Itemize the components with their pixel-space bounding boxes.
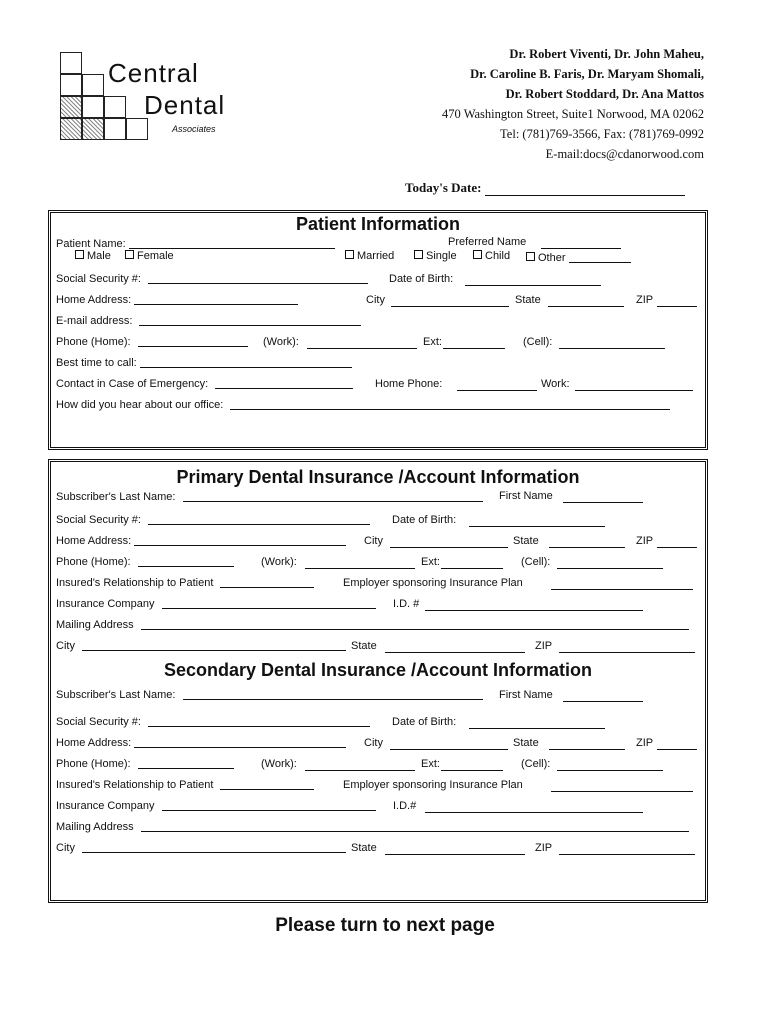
secondary-mailing-label: Mailing Address: [56, 821, 134, 833]
patient-cell-field[interactable]: [559, 335, 665, 349]
secondary-city-field[interactable]: [390, 736, 508, 750]
emergency-contact-field[interactable]: [215, 375, 353, 389]
primary-cell-label: (Cell):: [521, 556, 551, 568]
child-label: Child: [485, 250, 511, 262]
preferred-name-label: Preferred Name: [448, 236, 527, 248]
secondary-city2-label: City: [56, 842, 75, 854]
secondary-zip-field[interactable]: [657, 736, 697, 750]
primary-zip-label: ZIP: [636, 535, 654, 547]
other-label: Other: [538, 252, 566, 264]
patient-zip-field[interactable]: [657, 293, 697, 307]
secondary-employer-field[interactable]: [551, 778, 693, 792]
primary-first-name-field[interactable]: [563, 489, 643, 503]
patient-state-label: State: [515, 294, 541, 306]
secondary-relationship-field[interactable]: [220, 776, 314, 790]
secondary-cell-field[interactable]: [557, 757, 663, 771]
doctors-line-1: Dr. Robert Viventi, Dr. John Maheu,: [509, 47, 704, 61]
logo-word-dental: Dental: [144, 90, 226, 120]
patient-information-section: [50, 212, 706, 448]
primary-dob-label: Date of Birth:: [392, 514, 457, 526]
patient-section-title: Patient Information: [295, 214, 460, 234]
married-checkbox[interactable]: [345, 250, 354, 259]
primary-cell-field[interactable]: [557, 555, 663, 569]
secondary-zip-label: ZIP: [636, 737, 654, 749]
male-label: Male: [87, 250, 111, 262]
single-label: Single: [426, 250, 457, 262]
todays-date-field[interactable]: [485, 183, 685, 196]
secondary-state-label: State: [513, 737, 539, 749]
patient-cell-label: (Cell):: [523, 336, 553, 348]
patient-email-label: E-mail address:: [56, 315, 133, 327]
secondary-company-field[interactable]: [162, 797, 376, 811]
practice-address: 470 Washington Street, Suite1 Norwood, MA 02062: [442, 107, 704, 121]
logo: [60, 52, 240, 142]
secondary-state2-field[interactable]: [385, 841, 525, 855]
emergency-work-label: Work:: [541, 378, 570, 390]
secondary-state-field[interactable]: [549, 736, 625, 750]
secondary-section-title: Secondary Dental Insurance /Account Information: [163, 660, 593, 680]
secondary-subscriber-label: Subscriber's Last Name:: [56, 689, 176, 701]
secondary-address-label: Home Address:: [56, 737, 132, 749]
primary-ext-field[interactable]: [441, 555, 503, 569]
primary-city-field[interactable]: [390, 534, 508, 548]
secondary-mailing-field[interactable]: [141, 818, 689, 832]
secondary-city-label: City: [364, 737, 383, 749]
practice-header: [344, 44, 704, 164]
primary-subscriber-field[interactable]: [183, 488, 483, 502]
emergency-contact-label: Contact in Case of Emergency:: [56, 378, 209, 390]
primary-company-label: Insurance Company: [56, 598, 155, 610]
patient-ext-field[interactable]: [443, 335, 505, 349]
hear-about-field[interactable]: [230, 396, 670, 410]
primary-zip-field[interactable]: [657, 534, 697, 548]
primary-relationship-label: Insured's Relationship to Patient: [56, 577, 214, 589]
todays-date-label: Today's Date:: [405, 180, 482, 195]
patient-address-field[interactable]: [134, 291, 298, 305]
secondary-relationship-label: Insured's Relationship to Patient: [56, 779, 214, 791]
primary-mailing-label: Mailing Address: [56, 619, 134, 631]
secondary-ext-field[interactable]: [441, 757, 503, 771]
primary-id-field[interactable]: [425, 597, 643, 611]
patient-work-label: (Work):: [263, 336, 299, 348]
primary-employer-field[interactable]: [551, 576, 693, 590]
patient-ssn-label: Social Security #:: [56, 273, 141, 285]
primary-company-field[interactable]: [162, 595, 376, 609]
primary-ssn-field[interactable]: [148, 511, 370, 525]
primary-state2-field[interactable]: [385, 639, 525, 653]
emergency-home-phone-label: Home Phone:: [375, 378, 443, 390]
emergency-home-phone-field[interactable]: [457, 377, 537, 391]
primary-state2-label: State: [351, 640, 377, 652]
patient-city-label: City: [366, 294, 385, 306]
secondary-first-name-label: First Name: [499, 689, 553, 701]
primary-ext-label: Ext:: [421, 556, 440, 568]
patient-zip-label: ZIP: [636, 294, 654, 306]
primary-state-field[interactable]: [549, 534, 625, 548]
single-checkbox[interactable]: [414, 250, 423, 259]
secondary-employer-label: Employer sponsoring Insurance Plan: [343, 779, 523, 791]
patient-state-field[interactable]: [548, 293, 624, 307]
secondary-ext-label: Ext:: [421, 758, 440, 770]
primary-city2-field[interactable]: [82, 637, 346, 651]
secondary-work-field[interactable]: [305, 757, 415, 771]
primary-work-field[interactable]: [305, 555, 415, 569]
primary-subscriber-label: Subscriber's Last Name:: [56, 491, 176, 503]
secondary-work-label: (Work):: [261, 758, 297, 770]
secondary-id-label: I.D.#: [393, 800, 417, 812]
patient-address-label: Home Address:: [56, 294, 132, 306]
patient-name-label: Patient Name:: [56, 238, 126, 250]
primary-zip2-field[interactable]: [559, 639, 695, 653]
logo-word-central: Central: [108, 58, 199, 88]
patient-ssn-field[interactable]: [148, 270, 368, 284]
secondary-zip2-label: ZIP: [535, 842, 553, 854]
primary-first-name-label: First Name: [499, 490, 553, 502]
patient-phone-home-label: Phone (Home):: [56, 336, 131, 348]
other-field[interactable]: [569, 249, 631, 263]
secondary-first-name-field[interactable]: [563, 688, 643, 702]
best-time-label: Best time to call:: [56, 357, 137, 369]
other-checkbox[interactable]: [526, 252, 535, 261]
todays-date: [405, 180, 685, 196]
primary-phone-home-field[interactable]: [138, 553, 234, 567]
primary-work-label: (Work):: [261, 556, 297, 568]
logo-word-associates: Associates: [172, 124, 216, 134]
primary-id-label: I.D. #: [393, 598, 420, 610]
female-label: Female: [137, 250, 174, 262]
secondary-company-label: Insurance Company: [56, 800, 155, 812]
patient-dob-field[interactable]: [465, 272, 601, 286]
secondary-zip2-field[interactable]: [559, 841, 695, 855]
secondary-id-field[interactable]: [425, 799, 643, 813]
primary-section-title: Primary Dental Insurance /Account Information: [176, 467, 580, 487]
secondary-phone-home-label: Phone (Home):: [56, 758, 131, 770]
patient-name-field[interactable]: [129, 235, 335, 249]
patient-ext-label: Ext:: [423, 336, 442, 348]
secondary-dob-label: Date of Birth:: [392, 716, 457, 728]
primary-address-field[interactable]: [134, 532, 346, 546]
practice-email: E-mail:docs@cdanorwood.com: [545, 147, 704, 161]
secondary-state2-label: State: [351, 842, 377, 854]
hear-about-label: How did you hear about our office:: [56, 399, 224, 411]
secondary-ssn-field[interactable]: [148, 713, 370, 727]
patient-email-field[interactable]: [139, 312, 361, 326]
secondary-city2-field[interactable]: [82, 839, 346, 853]
preferred-name-field[interactable]: [541, 235, 621, 249]
primary-relationship-field[interactable]: [220, 574, 314, 588]
secondary-cell-label: (Cell):: [521, 758, 551, 770]
patient-phone-home-field[interactable]: [138, 333, 248, 347]
primary-address-label: Home Address:: [56, 535, 132, 547]
married-label: Married: [357, 250, 395, 262]
next-page-note: Please turn to next page: [275, 915, 495, 936]
practice-phone: Tel: (781)769-3566, Fax: (781)769-0992: [500, 127, 704, 141]
primary-state-label: State: [513, 535, 539, 547]
male-checkbox[interactable]: [75, 250, 84, 259]
primary-city2-label: City: [56, 640, 75, 652]
secondary-address-field[interactable]: [134, 734, 346, 748]
child-checkbox[interactable]: [473, 250, 482, 259]
female-checkbox[interactable]: [125, 250, 134, 259]
doctors-line-2: Dr. Caroline B. Faris, Dr. Maryam Shomali,: [470, 67, 704, 81]
doctors-line-3: Dr. Robert Stoddard, Dr. Ana Mattos: [505, 87, 704, 101]
primary-employer-label: Employer sponsoring Insurance Plan: [343, 577, 523, 589]
primary-mailing-field[interactable]: [141, 616, 689, 630]
secondary-phone-home-field[interactable]: [138, 755, 234, 769]
insurance-section: [50, 461, 706, 901]
primary-city-label: City: [364, 535, 383, 547]
emergency-work-field[interactable]: [575, 377, 693, 391]
secondary-ssn-label: Social Security #:: [56, 716, 141, 728]
secondary-dob-field[interactable]: [469, 715, 605, 729]
primary-zip2-label: ZIP: [535, 640, 553, 652]
patient-dob-label: Date of Birth:: [389, 273, 454, 285]
primary-phone-home-label: Phone (Home):: [56, 556, 131, 568]
patient-work-field[interactable]: [307, 335, 417, 349]
primary-dob-field[interactable]: [469, 513, 605, 527]
patient-city-field[interactable]: [391, 293, 509, 307]
best-time-field[interactable]: [140, 354, 352, 368]
secondary-subscriber-field[interactable]: [183, 686, 483, 700]
primary-ssn-label: Social Security #:: [56, 514, 141, 526]
